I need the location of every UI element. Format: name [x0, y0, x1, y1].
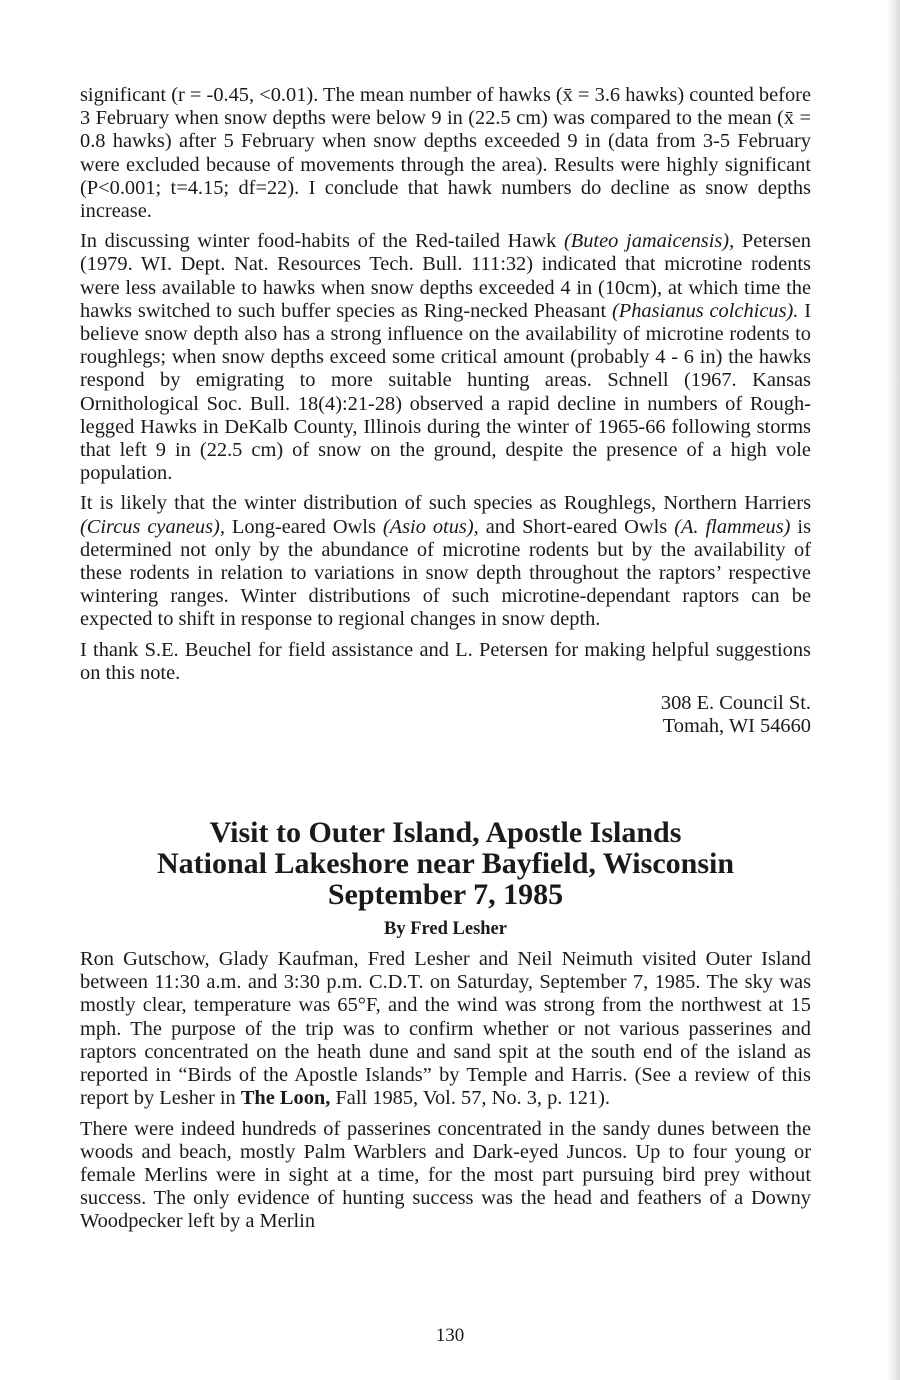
paragraph-winter-distribution — [80, 492, 811, 631]
address-line: 308 E. Council St. — [660, 692, 811, 715]
text-run: Ron Gutschow, Glady Kaufman, Fred Lesher and Neil Neimuth visited Outer Island between 11:30 a.m. and 3:30 p.m. C.D.T. on Saturday, September 7, 1985. The sky was mostly clear, temperature was 65°F, and the wind was strong from the northwest at 15 mph. The purpose of the trip was to confirm whether or not various passerines and raptors concentrated on the heath dune and sand spit at the south end of the island as reported in “Birds of the Apostle Islands” by Temple and Harris. (See a review of this report by Lesher in — [80, 948, 811, 1110]
paragraph-passerines: There were indeed hundreds of passerines concentrated in the sandy dunes between the woods and beach, mostly Palm Warblers and Dark-eyed Juncos. Up to four young or female Merlins were in sight at a time, for the most part pursuing bird prey without success. The only evidence of hunting success was the head and feathers of a Downy Woodpecker left by a Merlin — [80, 1117, 811, 1233]
text-run: In discussing winter food-habits of the Red-tailed Hawk — [80, 230, 564, 253]
article-title — [80, 817, 811, 910]
paragraph-results: significant (r = -0.45, <0.01). The mean number of hawks (x̄ = 3.6 hawks) counted before 3 February when snow depths were below 9 in (22.5 cm) was compared to the mean (x̄ = 0.8 hawks) after 5 February when snow depths exceeded 9 in (data from 3-5 February were excluded because of movements through the area). Results were highly significant (P<0.001; t=4.15; df=22). I conclude that hawk numbers do decline as snow depths increase. — [80, 84, 811, 223]
text-run: Petersen (1979. WI. Dept. Nat. Resources Tech. Bull. 111:32) indicated that microtine rodents were less available to hawks when snow depths exceeded 4 in (10cm), at which time the hawks switched to such buffer species as Ring-necked Pheasant — [80, 230, 811, 322]
title-line: National Lakeshore near Bayfield, Wisconsin — [156, 847, 735, 881]
page-body — [80, 84, 811, 1241]
text-run: is determined not only by the abundance of microtine rodents but by the availability of these rodents in relation to variations in snow depth throughout the raptors’ respective wintering ranges. Winter distributions of such microtine-dependant raptors can be expected to shift in response to regional changes in snow depth. — [80, 515, 812, 631]
byline: By Fred Lesher — [384, 919, 507, 940]
species-name: (Circus cyaneus), — [80, 515, 225, 538]
page-number: 130 — [435, 1325, 465, 1346]
text-run: Long-eared Owls — [224, 515, 383, 538]
text-run: I believe snow depth also has a strong influence on the availability of microtine rodents to roughlegs; when snow depths exceed some critical amount (probably 4 - 6 in) the hawks respond by emigrating to more suitable hunting areas. Schnell (1967. Kansas Ornithological Soc. Bull. 18(4):21-28) observed a rapid decline in numbers of Rough-legged Hawks in DeKalb County, Illinois during the winter of 1965-66 following storms that left 9 in (22.5 cm) of snow on the ground, despite the presence of a high vole population. — [80, 299, 811, 485]
text-run: Fall 1985, Vol. 57, No. 3, p. 121). — [330, 1087, 610, 1110]
species-name: (Phasianus colchicus). — [611, 299, 799, 322]
species-name: (A. flammeus) — [674, 515, 791, 538]
page-edge-shadow — [886, 0, 900, 1380]
journal-name: The Loon, — [240, 1087, 331, 1110]
paragraph-acknowledgments: I thank S.E. Beuchel for field assistance and L. Petersen for making helpful suggestions on this note. — [80, 638, 811, 684]
species-name: (Buteo jamaicensis), — [563, 230, 735, 253]
species-name: (Asio otus), — [382, 515, 479, 538]
author-address — [80, 692, 811, 738]
paragraph-food-habits — [80, 230, 811, 485]
paragraph-visit-intro — [80, 948, 811, 1110]
title-line: Visit to Outer Island, Apostle Islands — [209, 816, 682, 850]
address-line: Tomah, WI 54660 — [662, 715, 811, 738]
text-run: It is likely that the winter distribution of such species as Roughlegs, Northern Harriers — [80, 492, 811, 515]
title-line: September 7, 1985 — [327, 878, 564, 912]
text-run: and Short-eared Owls — [478, 515, 675, 538]
